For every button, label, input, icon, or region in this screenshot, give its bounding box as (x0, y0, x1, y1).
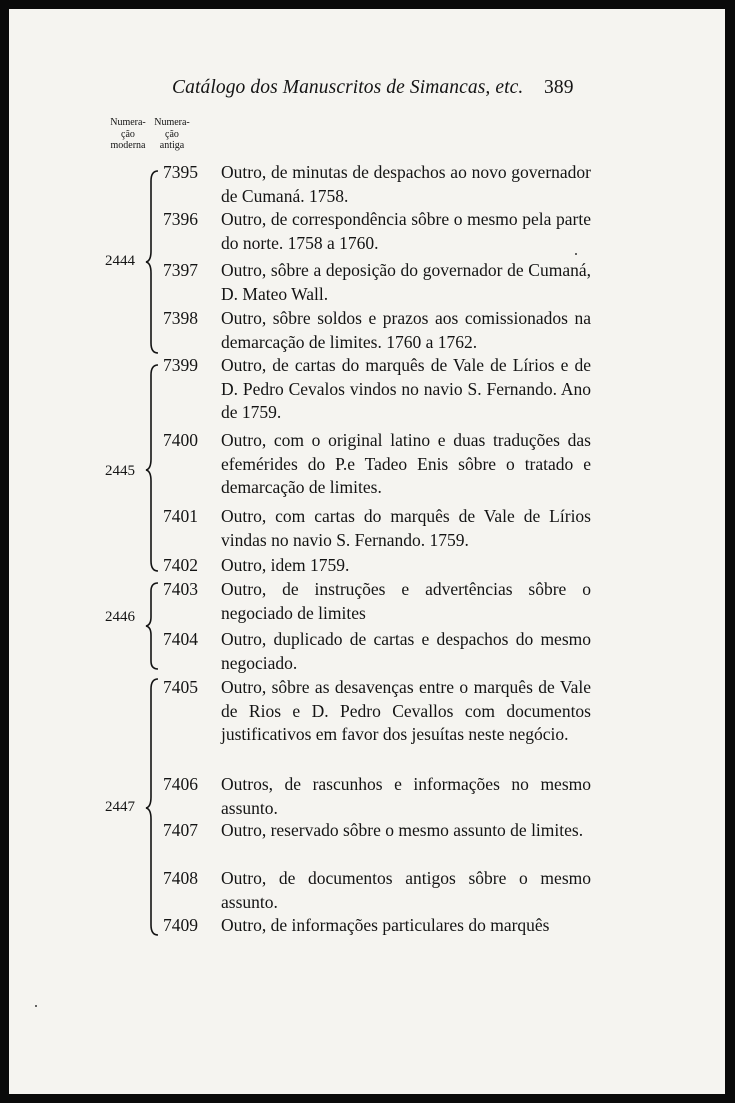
print-speck (35, 1005, 37, 1007)
entry-text: Outro, de cartas do marquês de Vale de Lírios e de D. Pedro Cevalos vindos no navio S. Fernando. Ano de 1759. (221, 355, 591, 422)
brace-group-2447 (145, 677, 161, 937)
running-header-title: Catálogo dos Manuscritos de Simancas, etc. (172, 77, 524, 98)
entry-number: 7407 (163, 820, 198, 840)
page-number: 389 (544, 77, 574, 98)
entry-text: Outro, com cartas do marquês de Vale de Lírios vindas no navio S. Fernando. 1759. (221, 506, 591, 550)
entry-7399 (163, 354, 591, 425)
entry-text: Outro, duplicado de cartas e despachos do mesmo negociado. (221, 629, 591, 673)
entry-7400 (163, 429, 591, 500)
entry-number: 7408 (163, 868, 198, 888)
entry-text: Outro, com o original latino e duas traduções das efemérides do P.e Tadeo Enis sôbre o tratado e demarcação de limites. (221, 430, 591, 497)
entry-number: 7403 (163, 579, 198, 599)
entry-7406 (163, 773, 591, 820)
entry-7398 (163, 307, 591, 354)
entry-text: Outro, de documentos antigos sôbre o mesmo assunto. (221, 868, 591, 912)
entry-7397 (163, 259, 591, 306)
entry-text: Outro, de instruções e advertências sôbre o negociado de limites (221, 579, 591, 623)
entry-7405 (163, 676, 591, 747)
entry-7395 (163, 161, 591, 208)
brace-group-2445 (145, 363, 161, 573)
entry-text: Outros, de rascunhos e informações no mesmo assunto. (221, 774, 591, 818)
entry-text: Outro, de minutas de despachos ao novo governador de Cumaná. 1758. (221, 162, 591, 206)
entry-text: Outro, de informações particulares do marquês (221, 915, 550, 935)
entry-number: 7405 (163, 677, 198, 697)
entry-number: 7396 (163, 209, 198, 229)
entry-text: Outro, sôbre a deposição do governador de Cumaná, D. Mateo Wall. (221, 260, 591, 304)
print-speck (575, 253, 577, 255)
entry-number: 7399 (163, 355, 198, 375)
group-label-2445: 2445 (105, 463, 135, 479)
column-header-ancient-text: Numera- ção antiga (154, 117, 190, 151)
entry-number: 7404 (163, 629, 198, 649)
entry-number: 7409 (163, 915, 198, 935)
entry-7407 (163, 819, 591, 843)
entry-text: Outro, reservado sôbre o mesmo assunto de limites. (221, 820, 584, 840)
group-label-2444: 2444 (105, 253, 135, 269)
entry-7409 (163, 914, 591, 938)
entry-text: Outro, sôbre soldos e prazos aos comissionados na demarcação de limites. 1760 a 1762. (221, 308, 591, 352)
entry-number: 7398 (163, 308, 198, 328)
entry-number: 7402 (163, 555, 198, 575)
entry-7402 (163, 554, 591, 578)
entry-7401 (163, 505, 591, 552)
entry-text: Outro, idem 1759. (221, 555, 350, 575)
group-label-2446: 2446 (105, 609, 135, 625)
entry-number: 7401 (163, 506, 198, 526)
group-label-2447: 2447 (105, 799, 135, 815)
entry-7396 (163, 208, 591, 255)
column-header-modern-text: Numera- ção moderna (110, 117, 146, 151)
entry-number: 7406 (163, 774, 198, 794)
column-header-modern (100, 117, 156, 152)
entry-number: 7397 (163, 260, 198, 280)
entry-number: 7395 (163, 162, 198, 182)
brace-group-2444 (145, 169, 161, 355)
entry-text: Outro, de correspondência sôbre o mesmo pela parte do norte. 1758 a 1760. (221, 209, 591, 253)
brace-group-2446 (145, 581, 161, 671)
entry-7408 (163, 867, 591, 914)
entry-number: 7400 (163, 430, 198, 450)
column-header-ancient (149, 117, 195, 152)
catalog-page (9, 9, 725, 1094)
entry-text: Outro, sôbre as desavenças entre o marquês de Vale de Rios e D. Pedro Cevallos com documentos justificativos em favor dos jesuítas neste negócio. (221, 677, 591, 744)
entry-7403 (163, 578, 591, 625)
entry-7404 (163, 628, 591, 675)
